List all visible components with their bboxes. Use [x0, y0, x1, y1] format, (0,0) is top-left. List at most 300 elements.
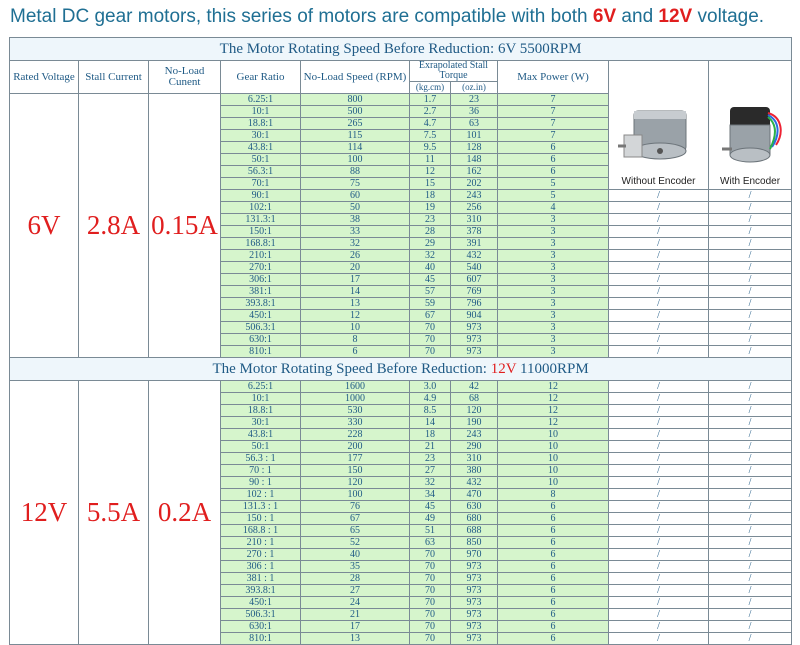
cell-torque-ozin: 162: [451, 166, 498, 178]
cell-without-encoder: /: [609, 453, 709, 465]
header-stall-current: Stall Current: [79, 61, 149, 94]
cell-torque-ozin: 973: [451, 597, 498, 609]
cell-torque-ozin: 68: [451, 393, 498, 405]
cell-torque-kgcm: 67: [410, 310, 451, 322]
cell-no-load-speed: 265: [301, 118, 410, 130]
cell-max-power: 3: [498, 346, 609, 358]
cell-with-encoder: /: [709, 274, 792, 286]
group12-no-load-current: 0.2A: [149, 381, 221, 645]
cell-torque-kgcm: 70: [410, 322, 451, 334]
cell-max-power: 12: [498, 417, 609, 429]
cell-without-encoder: /: [609, 537, 709, 549]
cell-gear-ratio: 56.3 : 1: [221, 453, 301, 465]
cell-no-load-speed: 21: [301, 609, 410, 621]
headline-post: voltage.: [692, 6, 765, 27]
cell-torque-kgcm: 7.5: [410, 130, 451, 142]
cell-torque-kgcm: 40: [410, 262, 451, 274]
cell-torque-kgcm: 45: [410, 274, 451, 286]
cell-with-encoder: /: [709, 525, 792, 537]
cell-max-power: 3: [498, 214, 609, 226]
cell-gear-ratio: 381:1: [221, 286, 301, 298]
cell-no-load-speed: 24: [301, 597, 410, 609]
cell-torque-ozin: 973: [451, 585, 498, 597]
cell-gear-ratio: 50:1: [221, 441, 301, 453]
header-no-load-speed: No-Load Speed (RPM): [301, 61, 410, 94]
cell-no-load-speed: 50: [301, 202, 410, 214]
cell-without-encoder: /: [609, 501, 709, 513]
page-headline: [10, 6, 795, 36]
cell-no-load-speed: 32: [301, 238, 410, 250]
cell-max-power: 3: [498, 238, 609, 250]
cell-without-encoder: /: [609, 393, 709, 405]
motor-with-encoder-image: [710, 105, 790, 177]
cell-without-encoder: /: [609, 465, 709, 477]
section-12v-title-voltage: 12V: [490, 360, 517, 377]
cell-max-power: 10: [498, 477, 609, 489]
cell-gear-ratio: 18.8:1: [221, 405, 301, 417]
cell-gear-ratio: 270:1: [221, 262, 301, 274]
cell-without-encoder: /: [609, 405, 709, 417]
cell-no-load-speed: 177: [301, 453, 410, 465]
cell-without-encoder: /: [609, 286, 709, 298]
cell-max-power: 6: [498, 561, 609, 573]
header-stall-torque: Exrapolated Stall Torque: [410, 61, 498, 82]
cell-torque-kgcm: 29: [410, 238, 451, 250]
cell-gear-ratio: 506.3:1: [221, 322, 301, 334]
cell-torque-ozin: 380: [451, 465, 498, 477]
cell-gear-ratio: 210:1: [221, 250, 301, 262]
cell-torque-ozin: 850: [451, 537, 498, 549]
cell-gear-ratio: 210 : 1: [221, 537, 301, 549]
cell-torque-kgcm: 23: [410, 214, 451, 226]
with-encoder-cell: [709, 61, 792, 190]
motor-spec-table: [9, 37, 792, 645]
cell-torque-kgcm: 70: [410, 633, 451, 645]
cell-max-power: 3: [498, 286, 609, 298]
cell-no-load-speed: 38: [301, 214, 410, 226]
cell-max-power: 6: [498, 142, 609, 154]
cell-torque-ozin: 42: [451, 381, 498, 393]
without-encoder-cell: [609, 61, 709, 190]
cell-torque-kgcm: 1.7: [410, 94, 451, 106]
cell-torque-ozin: 973: [451, 609, 498, 621]
cell-torque-kgcm: 70: [410, 609, 451, 621]
group12-voltage: 12V: [10, 381, 79, 645]
cell-torque-kgcm: 70: [410, 573, 451, 585]
cell-without-encoder: /: [609, 381, 709, 393]
cell-no-load-speed: 530: [301, 405, 410, 417]
cell-no-load-speed: 10: [301, 322, 410, 334]
cell-without-encoder: /: [609, 513, 709, 525]
cell-with-encoder: /: [709, 298, 792, 310]
header-kgcm: (kg.cm): [410, 82, 451, 94]
cell-gear-ratio: 30:1: [221, 417, 301, 429]
cell-no-load-speed: 26: [301, 250, 410, 262]
header-ozin: (oz.in): [451, 82, 498, 94]
cell-without-encoder: /: [609, 202, 709, 214]
cell-torque-ozin: 607: [451, 274, 498, 286]
cell-torque-kgcm: 70: [410, 334, 451, 346]
cell-with-encoder: /: [709, 381, 792, 393]
without-encoder-label: Without Encoder: [621, 176, 696, 187]
section-12v-title: [10, 358, 792, 381]
cell-torque-kgcm: 51: [410, 525, 451, 537]
cell-max-power: 6: [498, 513, 609, 525]
cell-without-encoder: /: [609, 346, 709, 358]
cell-no-load-speed: 20: [301, 262, 410, 274]
cell-max-power: 12: [498, 405, 609, 417]
cell-no-load-speed: 150: [301, 465, 410, 477]
cell-with-encoder: /: [709, 609, 792, 621]
cell-max-power: 3: [498, 310, 609, 322]
cell-no-load-speed: 100: [301, 154, 410, 166]
cell-no-load-speed: 120: [301, 477, 410, 489]
cell-with-encoder: /: [709, 633, 792, 645]
cell-gear-ratio: 306:1: [221, 274, 301, 286]
cell-torque-ozin: 243: [451, 429, 498, 441]
cell-without-encoder: /: [609, 417, 709, 429]
cell-without-encoder: /: [609, 477, 709, 489]
cell-gear-ratio: 6.25:1: [221, 381, 301, 393]
cell-torque-ozin: 290: [451, 441, 498, 453]
cell-no-load-speed: 330: [301, 417, 410, 429]
cell-torque-kgcm: 4.7: [410, 118, 451, 130]
cell-torque-kgcm: 49: [410, 513, 451, 525]
cell-max-power: 3: [498, 334, 609, 346]
cell-with-encoder: /: [709, 501, 792, 513]
cell-no-load-speed: 100: [301, 489, 410, 501]
cell-with-encoder: /: [709, 262, 792, 274]
cell-max-power: 6: [498, 585, 609, 597]
cell-torque-kgcm: 70: [410, 346, 451, 358]
cell-with-encoder: /: [709, 250, 792, 262]
cell-torque-ozin: 796: [451, 298, 498, 310]
cell-without-encoder: /: [609, 334, 709, 346]
cell-gear-ratio: 450:1: [221, 310, 301, 322]
cell-max-power: 4: [498, 202, 609, 214]
cell-torque-ozin: 904: [451, 310, 498, 322]
motor-without-encoder-image: [616, 105, 702, 177]
cell-gear-ratio: 810:1: [221, 633, 301, 645]
cell-with-encoder: /: [709, 310, 792, 322]
cell-no-load-speed: 65: [301, 525, 410, 537]
cell-torque-kgcm: 14: [410, 417, 451, 429]
cell-with-encoder: /: [709, 429, 792, 441]
cell-torque-kgcm: 70: [410, 549, 451, 561]
cell-gear-ratio: 70 : 1: [221, 465, 301, 477]
cell-torque-kgcm: 59: [410, 298, 451, 310]
cell-torque-kgcm: 18: [410, 429, 451, 441]
cell-max-power: 6: [498, 597, 609, 609]
cell-gear-ratio: 506.3:1: [221, 609, 301, 621]
cell-without-encoder: /: [609, 549, 709, 561]
cell-torque-ozin: 973: [451, 621, 498, 633]
cell-with-encoder: /: [709, 561, 792, 573]
cell-without-encoder: /: [609, 262, 709, 274]
cell-torque-ozin: 432: [451, 477, 498, 489]
group12-stall-current: 5.5A: [79, 381, 149, 645]
cell-with-encoder: /: [709, 597, 792, 609]
cell-torque-ozin: 310: [451, 453, 498, 465]
cell-gear-ratio: 393.8:1: [221, 298, 301, 310]
cell-with-encoder: /: [709, 417, 792, 429]
cell-torque-ozin: 470: [451, 489, 498, 501]
cell-torque-kgcm: 70: [410, 621, 451, 633]
cell-torque-kgcm: 21: [410, 441, 451, 453]
header-gear-ratio: Gear Ratio: [221, 61, 301, 94]
cell-with-encoder: /: [709, 286, 792, 298]
cell-with-encoder: /: [709, 477, 792, 489]
cell-torque-kgcm: 70: [410, 585, 451, 597]
cell-no-load-speed: 88: [301, 166, 410, 178]
cell-no-load-speed: 13: [301, 298, 410, 310]
headline-6v: 6V: [592, 6, 617, 27]
headline-mid: and: [616, 6, 659, 27]
cell-without-encoder: /: [609, 525, 709, 537]
cell-with-encoder: /: [709, 202, 792, 214]
cell-max-power: 6: [498, 525, 609, 537]
cell-gear-ratio: 56.3:1: [221, 166, 301, 178]
cell-with-encoder: /: [709, 238, 792, 250]
table-row: [10, 381, 792, 393]
cell-no-load-speed: 115: [301, 130, 410, 142]
cell-with-encoder: /: [709, 453, 792, 465]
cell-torque-ozin: 769: [451, 286, 498, 298]
header-max-power: Max Power (W): [498, 61, 609, 94]
section-12v-title-post: 11000RPM: [516, 360, 589, 377]
cell-max-power: 7: [498, 106, 609, 118]
cell-no-load-speed: 35: [301, 561, 410, 573]
cell-without-encoder: /: [609, 238, 709, 250]
cell-torque-kgcm: 45: [410, 501, 451, 513]
cell-without-encoder: /: [609, 621, 709, 633]
cell-with-encoder: /: [709, 190, 792, 202]
cell-max-power: 6: [498, 633, 609, 645]
cell-gear-ratio: 630:1: [221, 334, 301, 346]
cell-no-load-speed: 200: [301, 441, 410, 453]
cell-torque-ozin: 970: [451, 549, 498, 561]
cell-max-power: 12: [498, 393, 609, 405]
cell-torque-kgcm: 32: [410, 250, 451, 262]
header-rated-voltage: Rated Voltage: [10, 61, 79, 94]
cell-without-encoder: /: [609, 322, 709, 334]
cell-without-encoder: /: [609, 573, 709, 585]
cell-no-load-speed: 500: [301, 106, 410, 118]
cell-gear-ratio: 168.8 : 1: [221, 525, 301, 537]
headline-12v: 12V: [658, 6, 693, 27]
cell-torque-kgcm: 27: [410, 465, 451, 477]
cell-max-power: 6: [498, 501, 609, 513]
cell-torque-ozin: 378: [451, 226, 498, 238]
group6-voltage: 6V: [10, 94, 79, 358]
cell-no-load-speed: 13: [301, 633, 410, 645]
cell-gear-ratio: 90 : 1: [221, 477, 301, 489]
cell-torque-ozin: 973: [451, 322, 498, 334]
cell-with-encoder: /: [709, 346, 792, 358]
cell-torque-ozin: 190: [451, 417, 498, 429]
cell-gear-ratio: 150:1: [221, 226, 301, 238]
cell-max-power: 6: [498, 621, 609, 633]
cell-torque-ozin: 243: [451, 190, 498, 202]
cell-torque-kgcm: 4.9: [410, 393, 451, 405]
cell-torque-kgcm: 63: [410, 537, 451, 549]
cell-no-load-speed: 75: [301, 178, 410, 190]
cell-torque-kgcm: 12: [410, 166, 451, 178]
cell-without-encoder: /: [609, 190, 709, 202]
cell-with-encoder: /: [709, 537, 792, 549]
cell-no-load-speed: 8: [301, 334, 410, 346]
cell-max-power: 10: [498, 453, 609, 465]
cell-no-load-speed: 17: [301, 621, 410, 633]
cell-gear-ratio: 131.3:1: [221, 214, 301, 226]
cell-with-encoder: /: [709, 226, 792, 238]
cell-no-load-speed: 28: [301, 573, 410, 585]
cell-no-load-speed: 33: [301, 226, 410, 238]
cell-max-power: 6: [498, 609, 609, 621]
cell-without-encoder: /: [609, 250, 709, 262]
cell-without-encoder: /: [609, 298, 709, 310]
cell-no-load-speed: 1600: [301, 381, 410, 393]
cell-max-power: 10: [498, 429, 609, 441]
cell-without-encoder: /: [609, 310, 709, 322]
cell-gear-ratio: 102:1: [221, 202, 301, 214]
cell-without-encoder: /: [609, 489, 709, 501]
cell-gear-ratio: 393.8:1: [221, 585, 301, 597]
cell-no-load-speed: 6: [301, 346, 410, 358]
cell-max-power: 7: [498, 94, 609, 106]
cell-max-power: 10: [498, 441, 609, 453]
cell-torque-ozin: 680: [451, 513, 498, 525]
cell-with-encoder: /: [709, 585, 792, 597]
cell-gear-ratio: 30:1: [221, 130, 301, 142]
headline-pre: Metal DC gear motors, this series of motors are compatible with both: [10, 6, 593, 27]
cell-without-encoder: /: [609, 597, 709, 609]
cell-torque-ozin: 63: [451, 118, 498, 130]
cell-with-encoder: /: [709, 573, 792, 585]
cell-with-encoder: /: [709, 322, 792, 334]
cell-with-encoder: /: [709, 214, 792, 226]
cell-with-encoder: /: [709, 489, 792, 501]
cell-with-encoder: /: [709, 549, 792, 561]
cell-without-encoder: /: [609, 609, 709, 621]
cell-torque-kgcm: 19: [410, 202, 451, 214]
cell-no-load-speed: 17: [301, 274, 410, 286]
cell-gear-ratio: 18.8:1: [221, 118, 301, 130]
cell-torque-ozin: 36: [451, 106, 498, 118]
cell-torque-kgcm: 70: [410, 561, 451, 573]
cell-gear-ratio: 131.3 : 1: [221, 501, 301, 513]
cell-gear-ratio: 43.8:1: [221, 429, 301, 441]
cell-torque-kgcm: 9.5: [410, 142, 451, 154]
cell-max-power: 5: [498, 190, 609, 202]
cell-gear-ratio: 306 : 1: [221, 561, 301, 573]
cell-max-power: 7: [498, 130, 609, 142]
cell-max-power: 6: [498, 549, 609, 561]
cell-torque-kgcm: 18: [410, 190, 451, 202]
cell-torque-kgcm: 70: [410, 597, 451, 609]
cell-gear-ratio: 10:1: [221, 393, 301, 405]
cell-torque-ozin: 128: [451, 142, 498, 154]
cell-with-encoder: /: [709, 441, 792, 453]
cell-max-power: 3: [498, 274, 609, 286]
cell-no-load-speed: 1000: [301, 393, 410, 405]
cell-gear-ratio: 90:1: [221, 190, 301, 202]
cell-torque-kgcm: 23: [410, 453, 451, 465]
cell-torque-kgcm: 11: [410, 154, 451, 166]
cell-no-load-speed: 67: [301, 513, 410, 525]
cell-gear-ratio: 270 : 1: [221, 549, 301, 561]
cell-torque-ozin: 101: [451, 130, 498, 142]
cell-without-encoder: /: [609, 429, 709, 441]
section-12v-title-pre: The Motor Rotating Speed Before Reduction:: [212, 360, 491, 377]
cell-torque-ozin: 973: [451, 573, 498, 585]
cell-gear-ratio: 630:1: [221, 621, 301, 633]
cell-with-encoder: /: [709, 393, 792, 405]
cell-no-load-speed: 228: [301, 429, 410, 441]
cell-gear-ratio: 450:1: [221, 597, 301, 609]
cell-torque-ozin: 973: [451, 334, 498, 346]
cell-with-encoder: /: [709, 621, 792, 633]
cell-no-load-speed: 76: [301, 501, 410, 513]
cell-torque-ozin: 432: [451, 250, 498, 262]
cell-no-load-speed: 12: [301, 310, 410, 322]
cell-torque-kgcm: 32: [410, 477, 451, 489]
cell-no-load-speed: 14: [301, 286, 410, 298]
cell-gear-ratio: 168.8:1: [221, 238, 301, 250]
cell-gear-ratio: 381 : 1: [221, 573, 301, 585]
cell-torque-ozin: 973: [451, 561, 498, 573]
cell-max-power: 5: [498, 178, 609, 190]
cell-no-load-speed: 800: [301, 94, 410, 106]
cell-max-power: 6: [498, 573, 609, 585]
cell-torque-ozin: 120: [451, 405, 498, 417]
cell-gear-ratio: 150 : 1: [221, 513, 301, 525]
cell-torque-ozin: 973: [451, 633, 498, 645]
cell-gear-ratio: 102 : 1: [221, 489, 301, 501]
cell-with-encoder: /: [709, 334, 792, 346]
cell-torque-ozin: 256: [451, 202, 498, 214]
cell-torque-ozin: 391: [451, 238, 498, 250]
cell-torque-kgcm: 28: [410, 226, 451, 238]
header-no-load-current: No-Load Cunent: [149, 61, 221, 94]
section-6v-title: The Motor Rotating Speed Before Reduction: 6V 5500RPM: [10, 38, 792, 61]
cell-max-power: 7: [498, 118, 609, 130]
cell-no-load-speed: 114: [301, 142, 410, 154]
cell-without-encoder: /: [609, 214, 709, 226]
cell-torque-kgcm: 8.5: [410, 405, 451, 417]
cell-with-encoder: /: [709, 513, 792, 525]
cell-torque-ozin: 148: [451, 154, 498, 166]
cell-no-load-speed: 52: [301, 537, 410, 549]
cell-max-power: 3: [498, 250, 609, 262]
cell-torque-kgcm: 57: [410, 286, 451, 298]
cell-with-encoder: /: [709, 465, 792, 477]
cell-max-power: 3: [498, 298, 609, 310]
cell-gear-ratio: 10:1: [221, 106, 301, 118]
cell-max-power: 12: [498, 381, 609, 393]
cell-torque-ozin: 540: [451, 262, 498, 274]
group6-stall-current: 2.8A: [79, 94, 149, 358]
cell-without-encoder: /: [609, 274, 709, 286]
cell-without-encoder: /: [609, 226, 709, 238]
cell-torque-kgcm: 15: [410, 178, 451, 190]
cell-gear-ratio: 50:1: [221, 154, 301, 166]
cell-without-encoder: /: [609, 633, 709, 645]
cell-torque-ozin: 202: [451, 178, 498, 190]
cell-torque-ozin: 630: [451, 501, 498, 513]
cell-torque-ozin: 973: [451, 346, 498, 358]
cell-torque-kgcm: 3.0: [410, 381, 451, 393]
